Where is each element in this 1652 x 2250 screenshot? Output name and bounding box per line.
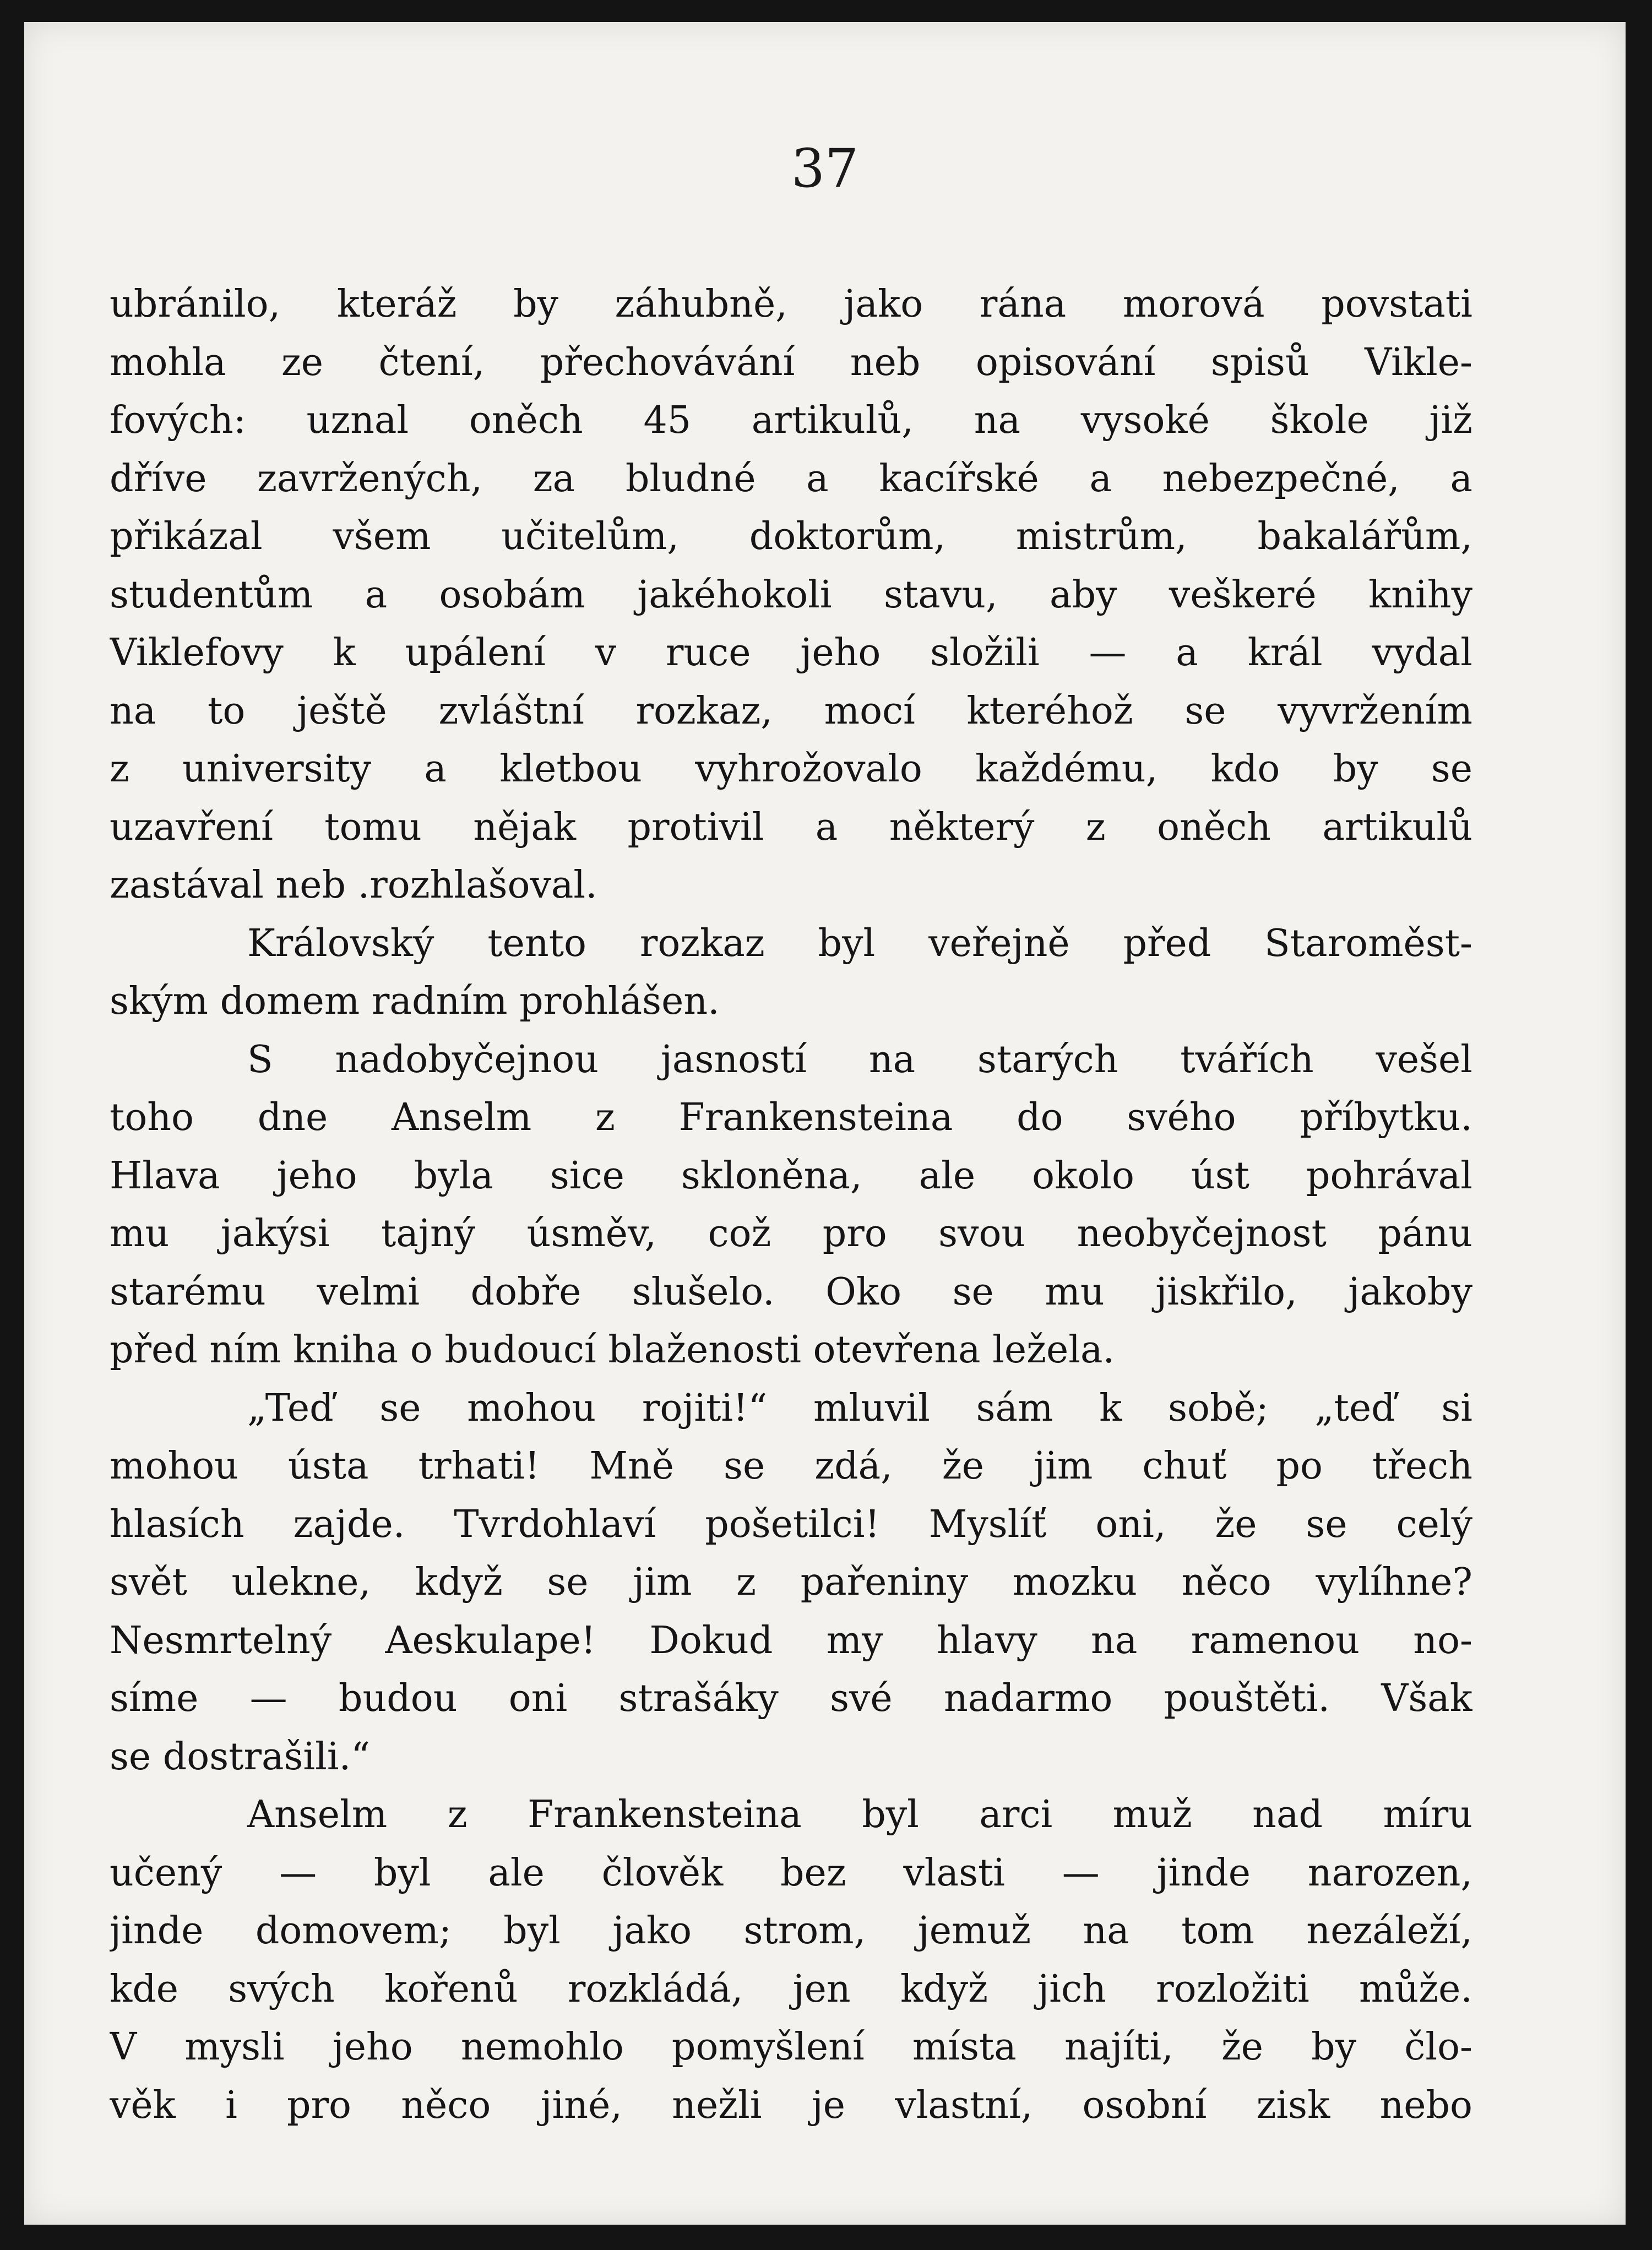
text-line: „Teď se mohou rojiti!“ mluvil sám k sobě; „teď si [247,1386,1472,1430]
text-line: Hlava jeho byla sice skloněna, ale okolo úst pohrával [110,1154,1472,1198]
text-line: mohou ústa trhati! Mně se zdá, že jim chuť po třech [110,1444,1472,1488]
text-line: Anselm z Frankensteina byl arci muž nad míru [247,1793,1472,1836]
text-line: studentům a osobám jakéhokoli stavu, aby veškeré knihy [110,573,1472,617]
text-line: učený — byl ale člověk bez vlasti — jinde narozen, [110,1851,1472,1895]
text-line: síme — budou oni strašáky své nadarmo pouštěti. Však [110,1677,1472,1720]
text-line: přikázal všem učitelům, doktorům, mistrům, bakalářům, [110,515,1472,558]
text-line: S nadobyčejnou jasností na starých tvářích vešel [247,1037,1472,1081]
text-line: mu jakýsi tajný úsměv, což pro svou neobyčejnost pánu [110,1212,1472,1256]
page-number: 37 [791,138,859,199]
text-line: mohla ze čtení, přechovávání neb opisování spisů Vikle- [110,340,1472,384]
text-line: fových: uznal oněch 45 artikulů, na vysoké škole již [110,399,1472,442]
text-line: jinde domovem; byl jako strom, jemuž na tom nezáleží, [110,1909,1472,1953]
text-line: starému velmi dobře slušelo. Oko se mu jiskřilo, jakoby [110,1270,1472,1314]
text-line: ubránilo, kteráž by záhubně, jako rána morová povstati [110,282,1472,326]
text-line: před ním kniha o budoucí blaženosti otevřena ležela. [110,1328,1115,1372]
text-line: se dostrašili.“ [110,1735,371,1779]
text-line: věk i pro něco jiné, nežli je vlastní, osobní zisk nebo [110,2083,1472,2127]
text-line: toho dne Anselm z Frankensteina do svého příbytku. [110,1096,1472,1139]
text-line: z university a kletbou vyhrožovalo každému, kdo by se [110,747,1472,791]
text-line: uzavření tomu nějak protivil a některý z oněch artikulů [110,805,1472,849]
book-page [24,22,1626,2225]
body-text [110,275,1472,2134]
text-line: hlasích zajde. Tvrdohlaví pošetilci! Myslíť oni, že se celý [110,1502,1472,1546]
text-line: na to ještě zvláštní rozkaz, mocí kteréhož se vyvržením [110,689,1472,733]
text-line: V mysli jeho nemohlo pomyšlení místa najíti, že by člo- [110,2025,1472,2069]
text-line: dříve zavržených, za bludné a kacířské a nebezpečné, a [110,456,1472,501]
text-line: Viklefovy k upálení v ruce jeho složili — a král vydal [110,631,1472,675]
text-line: kde svých kořenů rozkládá, jen když jich rozložiti může. [110,1967,1472,2011]
text-line: Královský tento rozkaz byl veřejně před Staroměst- [247,921,1472,965]
text-line: ským domem radním prohlášen. [110,980,720,1023]
text-line: zastával neb .rozhlašoval. [110,863,597,907]
text-line: svět ulekne, když se jim z pařeniny mozku něco vylíhne? [110,1561,1472,1604]
text-line: Nesmrtelný Aeskulape! Dokud my hlavy na ramenou no- [110,1618,1472,1662]
